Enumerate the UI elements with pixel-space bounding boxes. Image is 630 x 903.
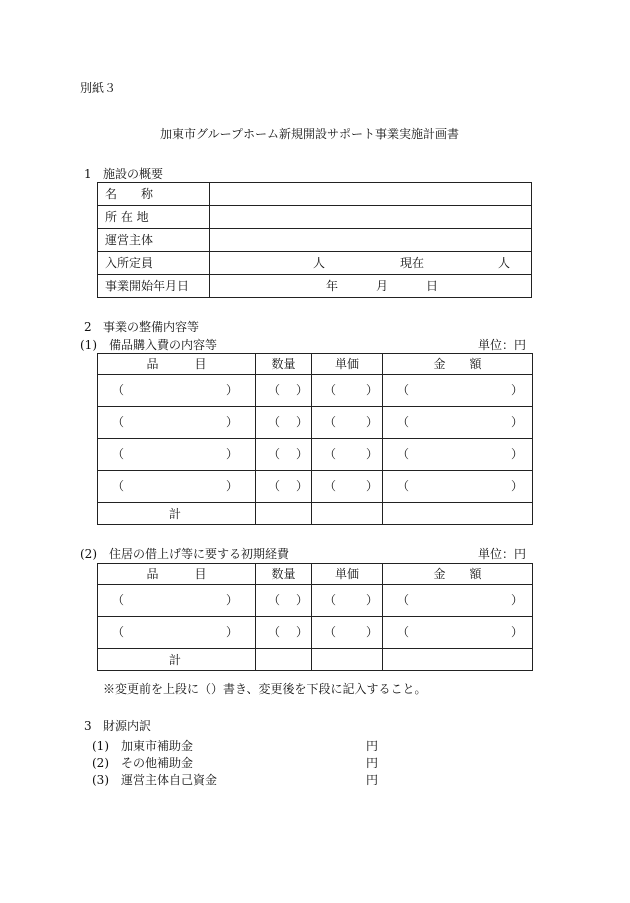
row-label-name: 名 称 [98, 183, 210, 206]
paren-open: （ [397, 415, 410, 429]
paren-open: （ [268, 479, 281, 493]
paren-close: ） [226, 415, 239, 429]
housing-cost-table [97, 563, 533, 671]
total-amount-cell[interactable] [383, 649, 533, 671]
paren-close: ） [226, 593, 239, 607]
paren-open: （ [268, 447, 281, 461]
total-unit-price-cell[interactable] [312, 503, 383, 525]
paren-close: ） [366, 447, 379, 461]
row-label-capacity: 入所定員 [98, 252, 210, 275]
total-label-cell [98, 649, 256, 671]
total-row [98, 503, 533, 525]
paren-open: （ [112, 479, 125, 493]
section1-heading: 施設の概要 [103, 167, 164, 181]
paren-close: ） [511, 593, 524, 607]
total-quantity-cell[interactable] [256, 649, 312, 671]
paren-close: ） [511, 479, 524, 493]
paren-close: ） [296, 593, 309, 607]
entry-note: ※変更前を上段に（）書き、変更後を下段に記入すること。 [103, 682, 427, 696]
year-label: 年 [326, 279, 339, 293]
section3-heading: 財源内訳 [103, 719, 152, 733]
section2-number: 2 [84, 320, 92, 334]
capacity-field[interactable] [210, 252, 532, 275]
amount-cell[interactable] [383, 439, 533, 471]
funding-num-3: (3) [92, 773, 109, 787]
funding-unit-3: 円 [366, 773, 379, 787]
quantity-cell[interactable] [256, 585, 312, 617]
paren-open: （ [324, 593, 337, 607]
page-title: 加東市グループホーム新規開設サポート事業実施計画書 [160, 127, 460, 141]
total-label: 計 [169, 507, 182, 521]
unit-price-cell[interactable] [312, 375, 383, 407]
table-row [98, 439, 533, 471]
paren-open: （ [112, 593, 125, 607]
start-date-field[interactable] [210, 275, 532, 298]
table-header-row [98, 564, 533, 585]
col-item: 品 目 [98, 354, 256, 375]
quantity-cell[interactable] [256, 407, 312, 439]
total-label-cell [98, 503, 256, 525]
quantity-cell[interactable] [256, 439, 312, 471]
amount-cell[interactable] [383, 585, 533, 617]
quantity-cell[interactable] [256, 375, 312, 407]
paren-open: （ [324, 415, 337, 429]
total-amount-cell[interactable] [383, 503, 533, 525]
item-cell[interactable] [98, 585, 256, 617]
paren-close: ） [511, 625, 524, 639]
paren-close: ） [226, 625, 239, 639]
equipment-cost-table [97, 353, 533, 525]
table-header-row [98, 354, 533, 375]
amount-cell[interactable] [383, 407, 533, 439]
col-item: 品 目 [98, 564, 256, 585]
paren-open: （ [397, 625, 410, 639]
item-cell[interactable] [98, 407, 256, 439]
amount-cell[interactable] [383, 617, 533, 649]
paren-open: （ [268, 593, 281, 607]
paren-open: （ [324, 625, 337, 639]
row-label-operator: 運営主体 [98, 229, 210, 252]
funding-label-3: 運営主体自己資金 [121, 773, 218, 787]
paren-open: （ [324, 383, 337, 397]
facility-overview-table [97, 182, 532, 298]
funding-label-2: その他補助金 [121, 756, 194, 770]
paren-open: （ [112, 383, 125, 397]
paren-close: ） [511, 415, 524, 429]
section2-heading: 事業の整備内容等 [103, 320, 200, 334]
unit-price-cell[interactable] [312, 617, 383, 649]
col-amount: 金 額 [383, 354, 533, 375]
amount-cell[interactable] [383, 471, 533, 503]
unit-price-cell[interactable] [312, 585, 383, 617]
paren-open: （ [397, 479, 410, 493]
name-field[interactable] [210, 183, 532, 206]
paren-close: ） [226, 479, 239, 493]
item-cell[interactable] [98, 439, 256, 471]
funding-unit-2: 円 [366, 756, 379, 770]
funding-num-2: (2) [92, 756, 109, 770]
paren-close: ） [366, 415, 379, 429]
current-unit: 人 [498, 256, 511, 270]
operator-field[interactable] [210, 229, 532, 252]
item-cell[interactable] [98, 375, 256, 407]
row-label-start-date: 事業開始年月日 [98, 275, 210, 298]
current-label: 現在 [400, 256, 425, 270]
unit-price-cell[interactable] [312, 471, 383, 503]
amount-cell[interactable] [383, 375, 533, 407]
unit-note-1: 単位：円 [478, 338, 527, 352]
col-unit-price: 単価 [312, 564, 383, 585]
total-row [98, 649, 533, 671]
paren-close: ） [511, 383, 524, 397]
table-row [98, 229, 532, 252]
funding-label-1: 加東市補助金 [121, 739, 194, 753]
col-unit-price: 単価 [312, 354, 383, 375]
funding-num-1: (1) [92, 739, 109, 753]
table-row [98, 407, 533, 439]
attachment-label: 別紙３ [80, 81, 117, 95]
unit-price-cell[interactable] [312, 407, 383, 439]
table-row [98, 617, 533, 649]
paren-close: ） [296, 383, 309, 397]
funding-unit-1: 円 [366, 739, 379, 753]
paren-open: （ [268, 383, 281, 397]
paren-close: ） [296, 415, 309, 429]
table-row [98, 206, 532, 229]
sub1-title: 備品購入費の内容等 [109, 338, 218, 352]
paren-close: ） [366, 593, 379, 607]
total-unit-price-cell[interactable] [312, 649, 383, 671]
item-cell[interactable] [98, 471, 256, 503]
row-label-address: 所 在 地 [98, 206, 210, 229]
col-quantity: 数量 [256, 354, 312, 375]
table-row [98, 585, 533, 617]
paren-close: ） [296, 479, 309, 493]
sub1-number: (1) [80, 338, 97, 352]
paren-open: （ [324, 447, 337, 461]
capacity-unit: 人 [313, 256, 326, 270]
month-label: 月 [376, 279, 389, 293]
paren-close: ） [296, 625, 309, 639]
unit-note-2: 単位：円 [478, 547, 527, 561]
paren-close: ） [296, 447, 309, 461]
total-label: 計 [169, 653, 182, 667]
table-row [98, 183, 532, 206]
section3-number: 3 [84, 719, 92, 733]
paren-open: （ [324, 479, 337, 493]
sub2-title: 住居の借上げ等に要する初期経費 [109, 547, 290, 561]
paren-close: ） [366, 383, 379, 397]
table-row [98, 275, 532, 298]
quantity-cell[interactable] [256, 617, 312, 649]
table-row [98, 252, 532, 275]
day-label: 日 [426, 279, 439, 293]
paren-open: （ [112, 415, 125, 429]
paren-open: （ [397, 593, 410, 607]
paren-open: （ [397, 447, 410, 461]
table-row [98, 471, 533, 503]
paren-close: ） [366, 479, 379, 493]
paren-open: （ [112, 447, 125, 461]
paren-open: （ [397, 383, 410, 397]
total-quantity-cell[interactable] [256, 503, 312, 525]
paren-open: （ [112, 625, 125, 639]
unit-price-cell[interactable] [312, 439, 383, 471]
col-amount: 金 額 [383, 564, 533, 585]
address-field[interactable] [210, 206, 532, 229]
paren-close: ） [511, 447, 524, 461]
paren-close: ） [226, 447, 239, 461]
paren-close: ） [226, 383, 239, 397]
sub2-number: (2) [80, 547, 97, 561]
paren-open: （ [268, 415, 281, 429]
table-row [98, 375, 533, 407]
section1-number: 1 [84, 167, 92, 181]
paren-close: ） [366, 625, 379, 639]
col-quantity: 数量 [256, 564, 312, 585]
quantity-cell[interactable] [256, 471, 312, 503]
paren-open: （ [268, 625, 281, 639]
item-cell[interactable] [98, 617, 256, 649]
